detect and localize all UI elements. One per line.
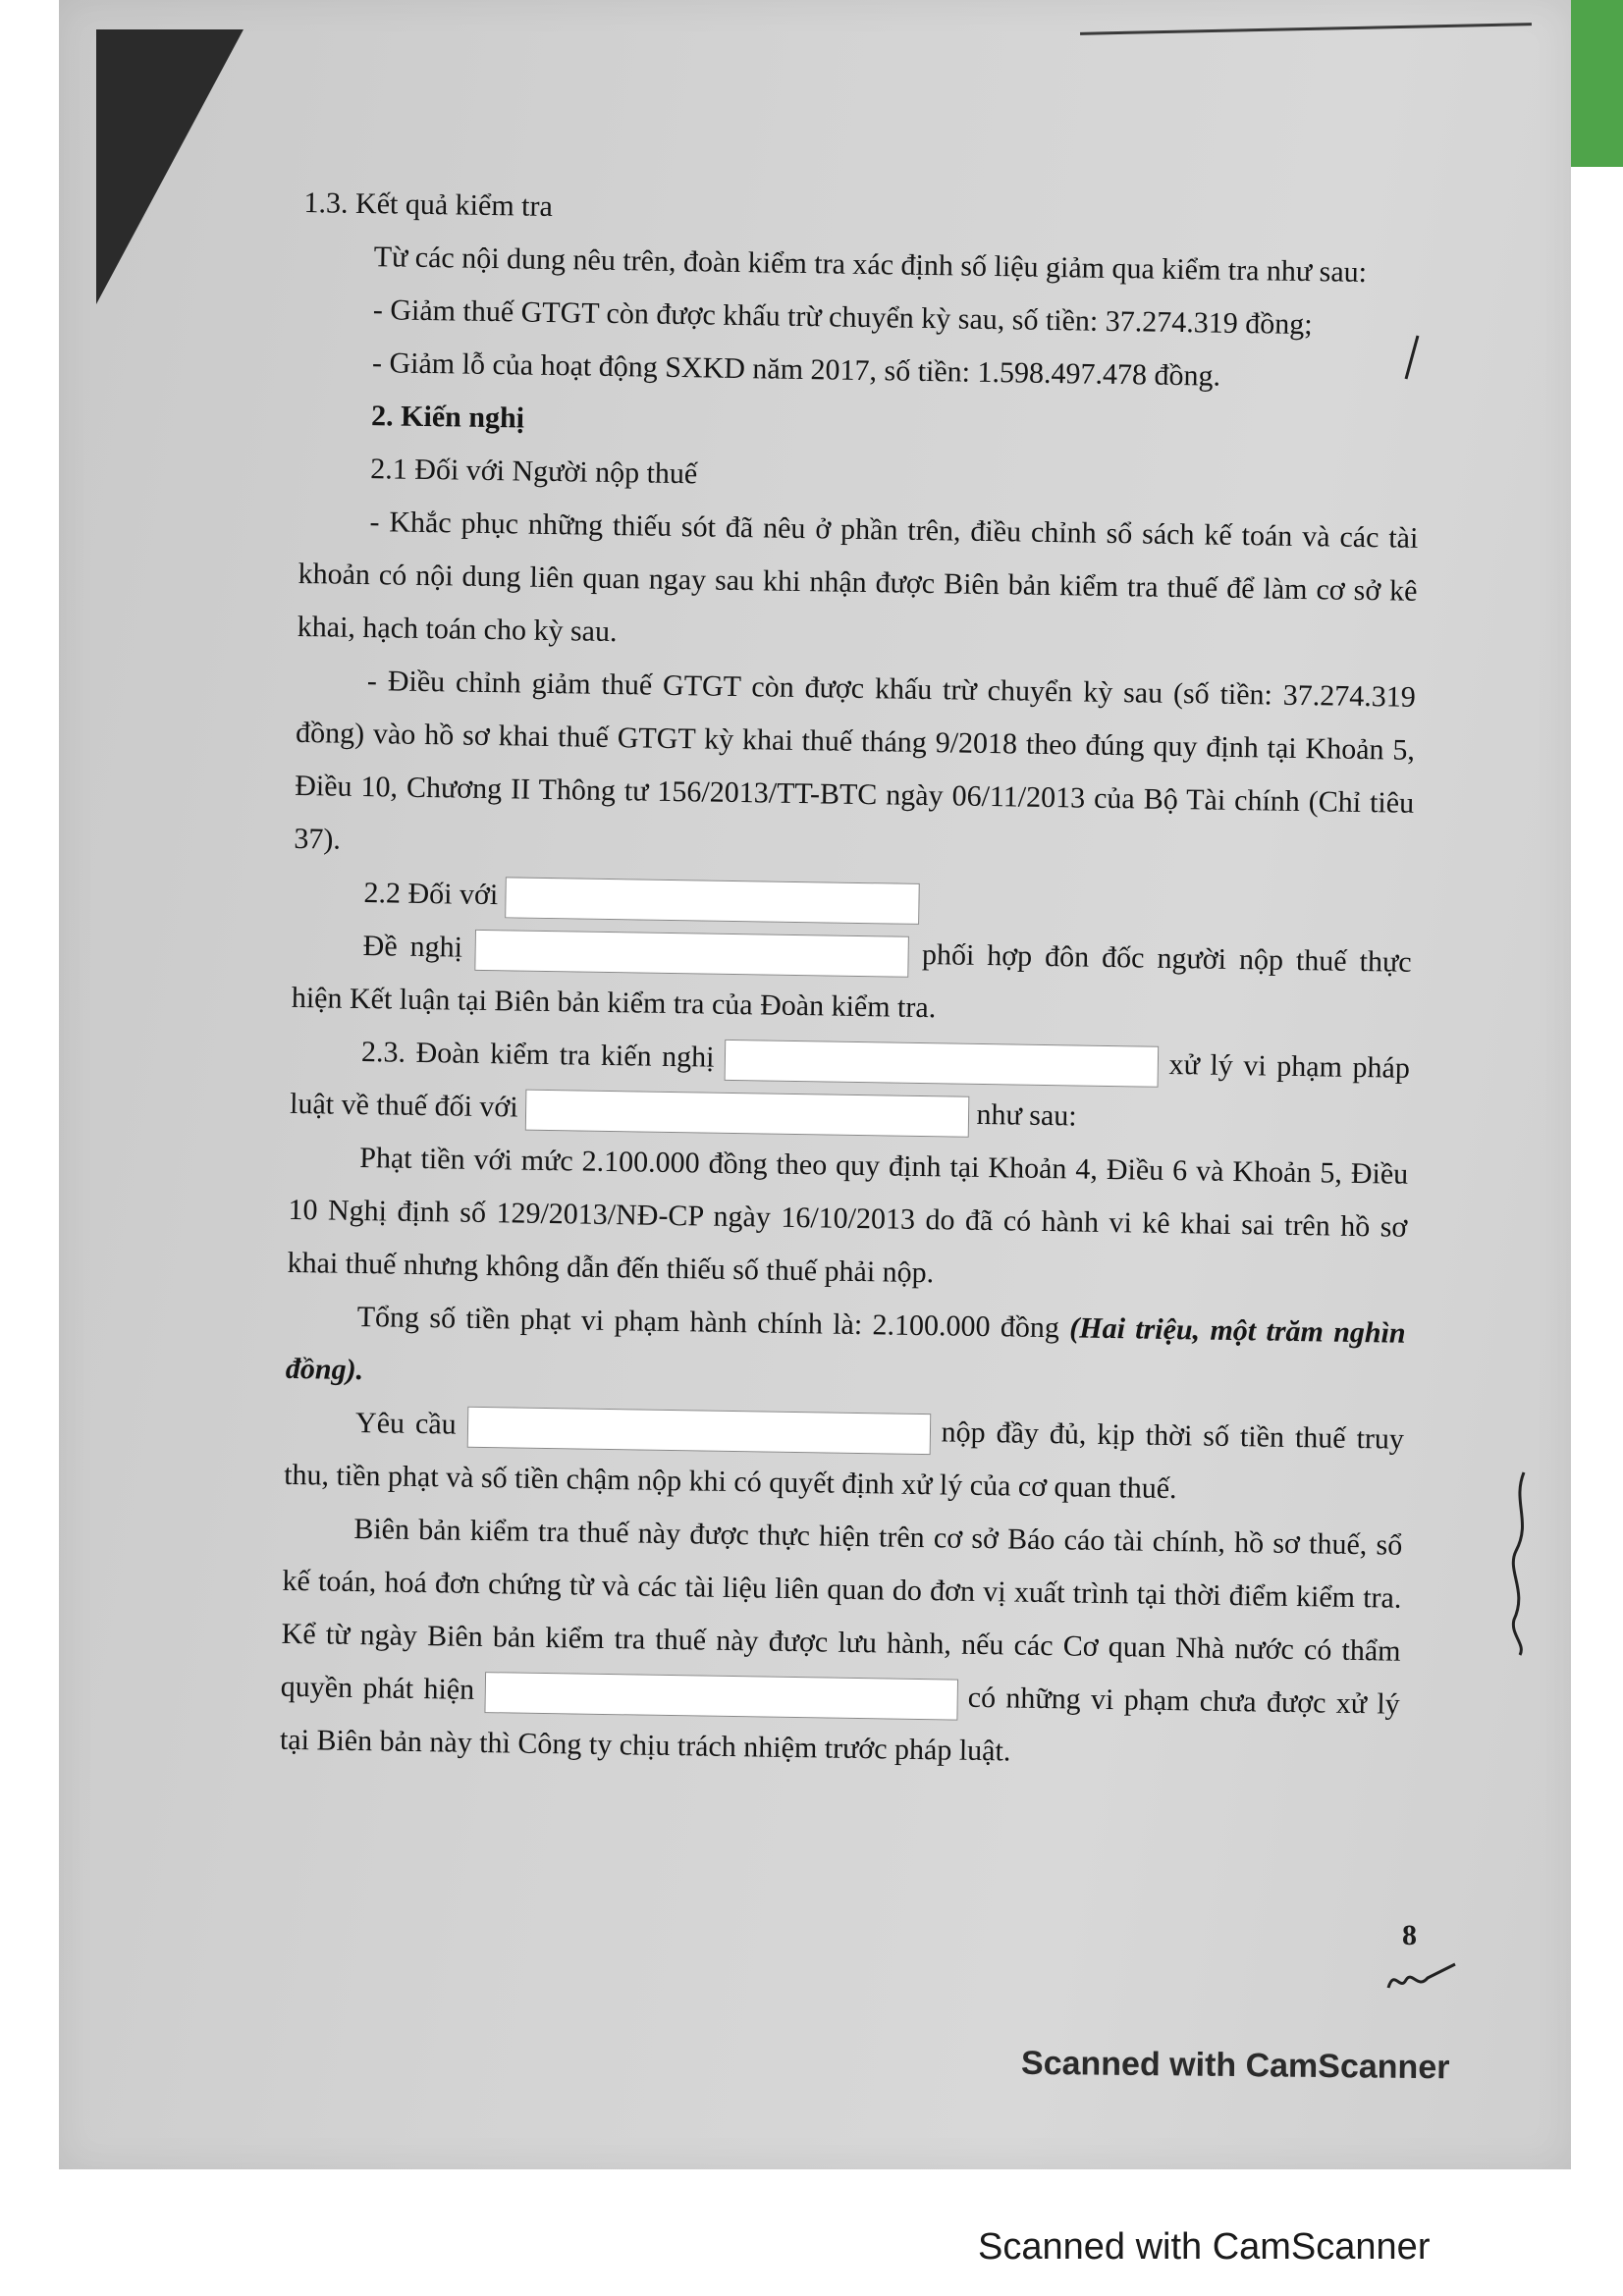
- paragraph-2-1-a: - Khắc phục những thiếu sót đã nêu ở phần trên, điều chỉnh sổ sách kế toán và các tài khoản có nội dung liên quan ngay sau khi nhận được Biên bản kiểm tra thuế để làm cơ sở kê khai, hạch toán cho kỳ sau.: [297, 506, 1419, 649]
- paragraph-request-start: Yêu cầu: [354, 1406, 457, 1441]
- corner-shadow: [96, 29, 243, 304]
- paragraph-2-2: [291, 919, 1412, 1042]
- camscanner-watermark: Scanned with CamScanner: [1020, 2044, 1450, 2087]
- camscanner-footer-text: Scanned with CamScanner: [978, 2226, 1431, 2268]
- heading-1-3: 1.3. Kết quả kiểm tra: [303, 186, 554, 223]
- paragraph-closing-start: Biên bản kiểm tra thuế này được thực hiện trên cơ sở Báo cáo tài chính, hồ sơ thuế, sổ kế toán, hoá đơn chứng từ và các tài liệu liên quan do đơn vị xuất trình tại thời điểm kiểm tra. Kể từ ngày Biên bản kiểm tra thuế này được lưu hành, nếu các Cơ quan Nhà nước có thẩm quyền phát hiện: [280, 1512, 1403, 1706]
- redaction-box: [484, 1672, 958, 1721]
- paragraph-penalty: Phạt tiền với mức 2.100.000 đồng theo quy định tại Khoản 4, Điều 6 và Khoản 5, Điều 10 Nghị định số 129/2013/NĐ-CP ngày 16/10/2013 do đã có hành vi kê khai sai trên hồ sơ khai thuế nhưng không dẫn đến thiếu số thuế phải nộp.: [287, 1142, 1409, 1290]
- bullet-vat-reduction: - Giảm thuế GTGT còn được khấu trừ chuyển kỳ sau, số tiền: 37.274.319 đồng;: [372, 294, 1313, 342]
- redaction-box: [475, 930, 910, 978]
- document-body: [280, 177, 1424, 1785]
- heading-2: 2. Kiến nghị: [370, 400, 525, 435]
- paragraph-request-end: nộp đầy đủ, kịp thời số tiền thuế truy thu, tiền phạt và số tiền chậm nộp khi có quyết định xử lý của cơ quan thuế.: [283, 1415, 1405, 1506]
- heading-2-2-label: 2.2 Đối với: [363, 877, 499, 912]
- paragraph-closing: [280, 1502, 1403, 1785]
- heading-2-3-label: 2.3. Đoàn kiểm tra kiến nghị: [360, 1036, 715, 1074]
- paragraph-2-1-b: - Điều chỉnh giảm thuế GTGT còn được khấu trừ chuyển kỳ sau (số tiền: 37.274.319 đồng) vào hồ sơ khai thuế GTGT kỳ khai thuế tháng 9/2018 theo đúng quy định tại Khoản 5, Điều 10, Chương II Thông tư 156/2013/TT-BTC ngày 06/11/2013 của Bộ Tài chính (Chỉ tiêu 37).: [294, 665, 1417, 856]
- margin-signature: [1502, 1463, 1542, 1664]
- bullet-loss-reduction: - Giảm lỗ của hoạt động SXKD năm 2017, số tiền: 1.598.497.478 đồng.: [371, 347, 1221, 393]
- paragraph-total-start: Tổng số tiền phạt vi phạm hành chính là: 2.100.000 đồng: [356, 1300, 1070, 1345]
- redaction-box: [505, 877, 920, 925]
- paragraph-total: [285, 1290, 1406, 1414]
- redaction-box: [525, 1090, 970, 1138]
- paragraph-2-2-end: phối hợp đôn đốc người nộp thuế thực hiện Kết luận tại Biên bản kiểm tra của Đoàn kiểm tra.: [291, 937, 1412, 1025]
- initials-signature: [1384, 1958, 1463, 2002]
- paragraph-2-3-end: như sau:: [976, 1097, 1077, 1133]
- redaction-box: [725, 1040, 1160, 1088]
- redaction-box: [466, 1407, 931, 1455]
- paper-sheet: [59, 0, 1571, 2169]
- paragraph-request: [284, 1396, 1405, 1520]
- page-number: 8: [1402, 1919, 1417, 1951]
- top-rule-line: [1080, 23, 1532, 35]
- heading-2-1: 2.1 Đối với Người nộp thuế: [370, 453, 698, 491]
- paragraph-intro: Từ các nội dung nêu trên, đoàn kiểm tra xác định số liệu giảm qua kiểm tra như sau:: [373, 240, 1368, 290]
- paragraph-closing-end: có những vi phạm chưa được xử lý tại Biên bản này thì Công ty chịu trách nhiệm trước pháp luật.: [279, 1681, 1400, 1768]
- paragraph-2-3-mid: xử lý vi phạm pháp luật về thuế đối với: [289, 1047, 1411, 1124]
- paragraph-2-2-start: Đề nghị: [362, 930, 463, 964]
- paragraph-2-3: [290, 1025, 1411, 1148]
- paragraph-total-words: (Hai triệu, một trăm nghìn đồng).: [285, 1311, 1406, 1387]
